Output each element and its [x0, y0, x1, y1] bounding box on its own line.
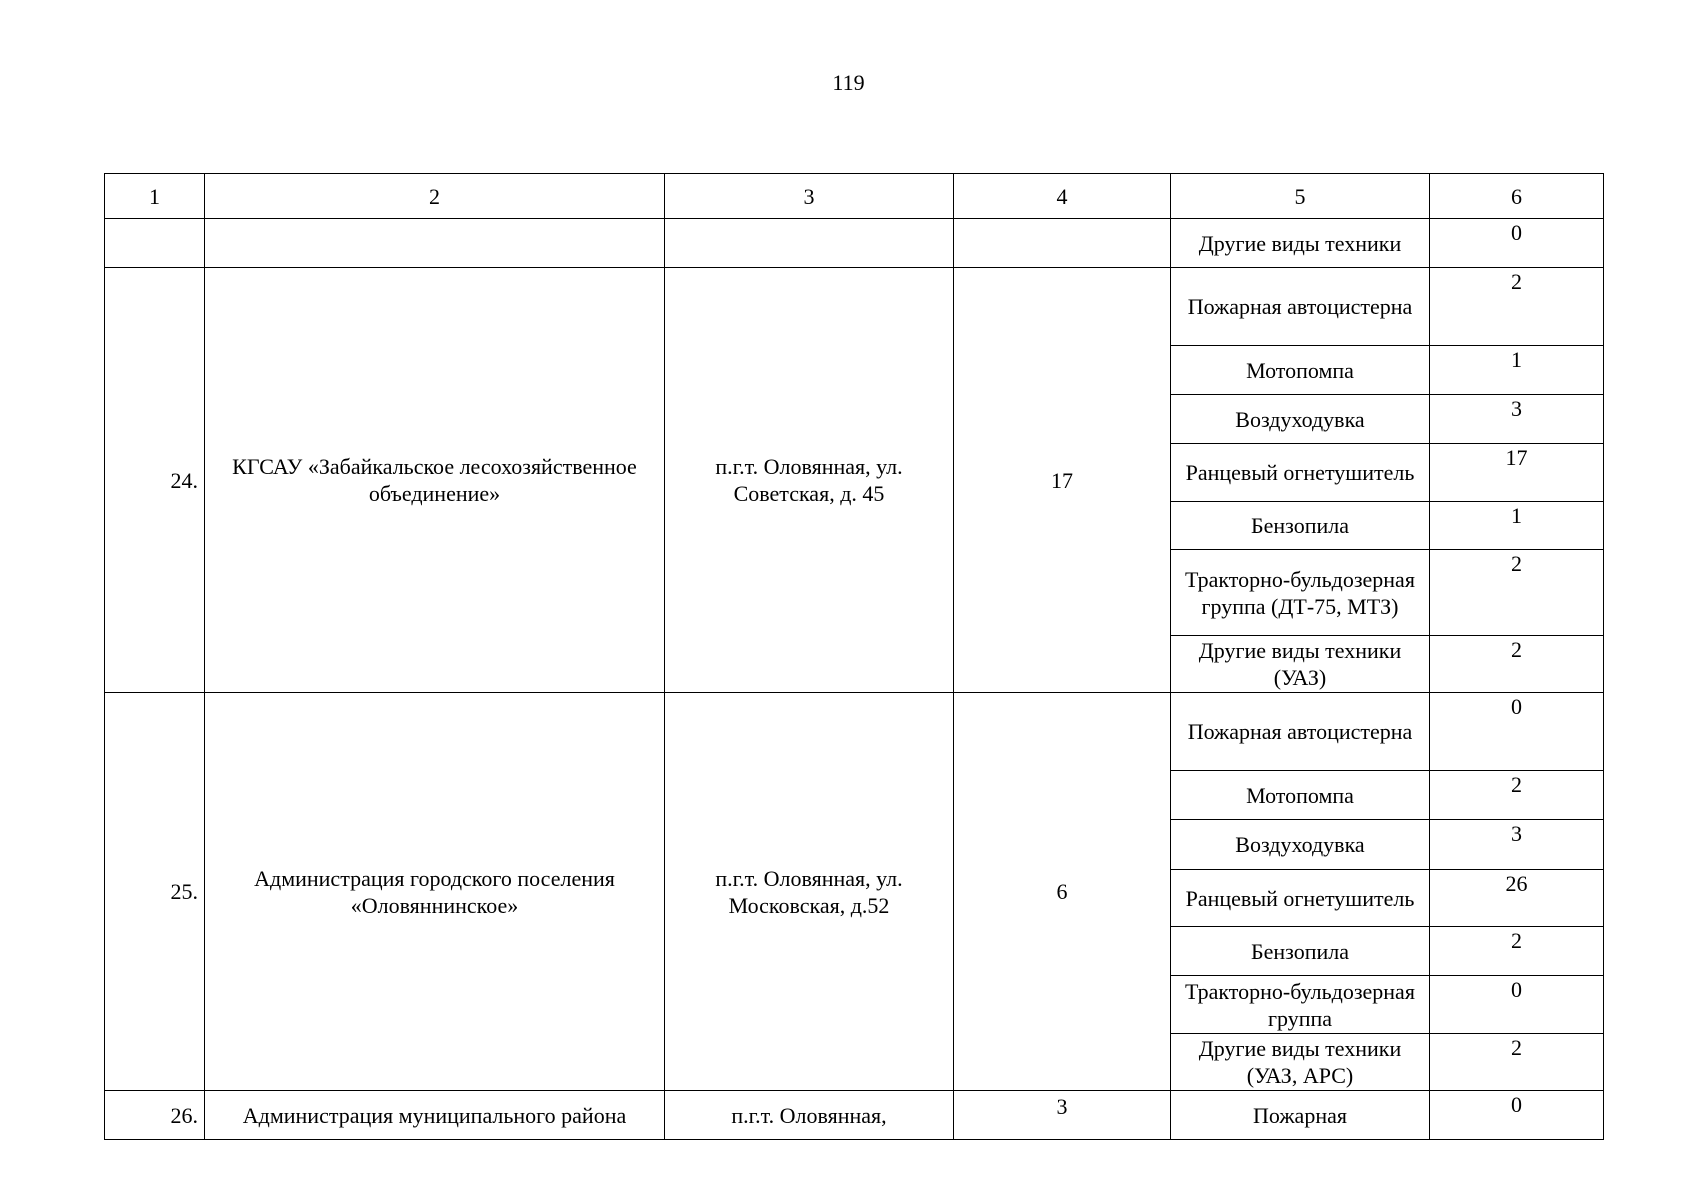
equipment-name-cell: Воздуходувка: [1171, 820, 1430, 870]
organization-cell: КГСАУ «Забайкальское лесохозяйственное объединение»: [205, 268, 665, 693]
equipment-name-cell: Другие виды техники (УАЗ, АРС): [1171, 1034, 1430, 1091]
equipment-qty-cell: 2: [1430, 268, 1604, 346]
equipment-qty-cell: 1: [1430, 502, 1604, 550]
page-number: 119: [832, 70, 865, 95]
address-cell: п.г.т. Оловянная, ул. Московская, д.52: [665, 693, 954, 1091]
count-cell: 3: [954, 1091, 1171, 1140]
organization-cell: [205, 219, 665, 268]
equipment-name-cell: Бензопила: [1171, 502, 1430, 550]
equipment-name-cell: Другие виды техники: [1171, 219, 1430, 268]
equipment-qty-cell: 2: [1430, 771, 1604, 820]
count-cell: 6: [954, 693, 1171, 1091]
organization-cell: Администрация муниципального района: [205, 1091, 665, 1140]
equipment-qty-cell: 26: [1430, 870, 1604, 927]
equipment-qty-cell: 0: [1430, 976, 1604, 1034]
row-number-cell: 25.: [105, 693, 205, 1091]
equipment-qty-cell: 0: [1430, 693, 1604, 771]
equipment-qty-cell: 0: [1430, 1091, 1604, 1140]
count-cell: 17: [954, 268, 1171, 693]
equipment-name-cell: Тракторно-бульдозерная группа (ДТ-75, МТЗ): [1171, 550, 1430, 636]
equipment-qty-cell: 0: [1430, 219, 1604, 268]
equipment-qty-cell: 2: [1430, 1034, 1604, 1091]
equipment-qty-cell: 3: [1430, 820, 1604, 870]
column-header: 4: [954, 174, 1171, 219]
row-number-cell: 26.: [105, 1091, 205, 1140]
equipment-qty-cell: 2: [1430, 550, 1604, 636]
equipment-qty-cell: 17: [1430, 444, 1604, 502]
row-number-cell: 24.: [105, 268, 205, 693]
equipment-qty-cell: 2: [1430, 927, 1604, 976]
address-cell: [665, 219, 954, 268]
count-cell: [954, 219, 1171, 268]
equipment-table: [104, 173, 1604, 1140]
equipment-name-cell: Пожарная: [1171, 1091, 1430, 1140]
equipment-name-cell: Воздуходувка: [1171, 395, 1430, 444]
equipment-name-cell: Другие виды техники (УАЗ): [1171, 636, 1430, 693]
table-row: [105, 693, 1604, 771]
equipment-name-cell: Бензопила: [1171, 927, 1430, 976]
column-header: 3: [665, 174, 954, 219]
table-row: [105, 268, 1604, 346]
column-header: 6: [1430, 174, 1604, 219]
equipment-name-cell: Мотопомпа: [1171, 346, 1430, 395]
column-header: 2: [205, 174, 665, 219]
equipment-qty-cell: 3: [1430, 395, 1604, 444]
equipment-name-cell: Ранцевый огнетушитель: [1171, 870, 1430, 927]
equipment-name-cell: Пожарная автоцистерна: [1171, 268, 1430, 346]
equipment-qty-cell: 2: [1430, 636, 1604, 693]
column-header: 1: [105, 174, 205, 219]
organization-cell: Администрация городского поселения «Оловяннинское»: [205, 693, 665, 1091]
equipment-name-cell: Пожарная автоцистерна: [1171, 693, 1430, 771]
table-row: [105, 1091, 1604, 1140]
column-header: 5: [1171, 174, 1430, 219]
table-row: [105, 219, 1604, 268]
equipment-qty-cell: 1: [1430, 346, 1604, 395]
address-cell: п.г.т. Оловянная,: [665, 1091, 954, 1140]
row-number-cell: [105, 219, 205, 268]
equipment-name-cell: Тракторно-бульдозерная группа: [1171, 976, 1430, 1034]
address-cell: п.г.т. Оловянная, ул. Советская, д. 45: [665, 268, 954, 693]
equipment-name-cell: Мотопомпа: [1171, 771, 1430, 820]
table-header-row: [105, 174, 1604, 219]
equipment-name-cell: Ранцевый огнетушитель: [1171, 444, 1430, 502]
